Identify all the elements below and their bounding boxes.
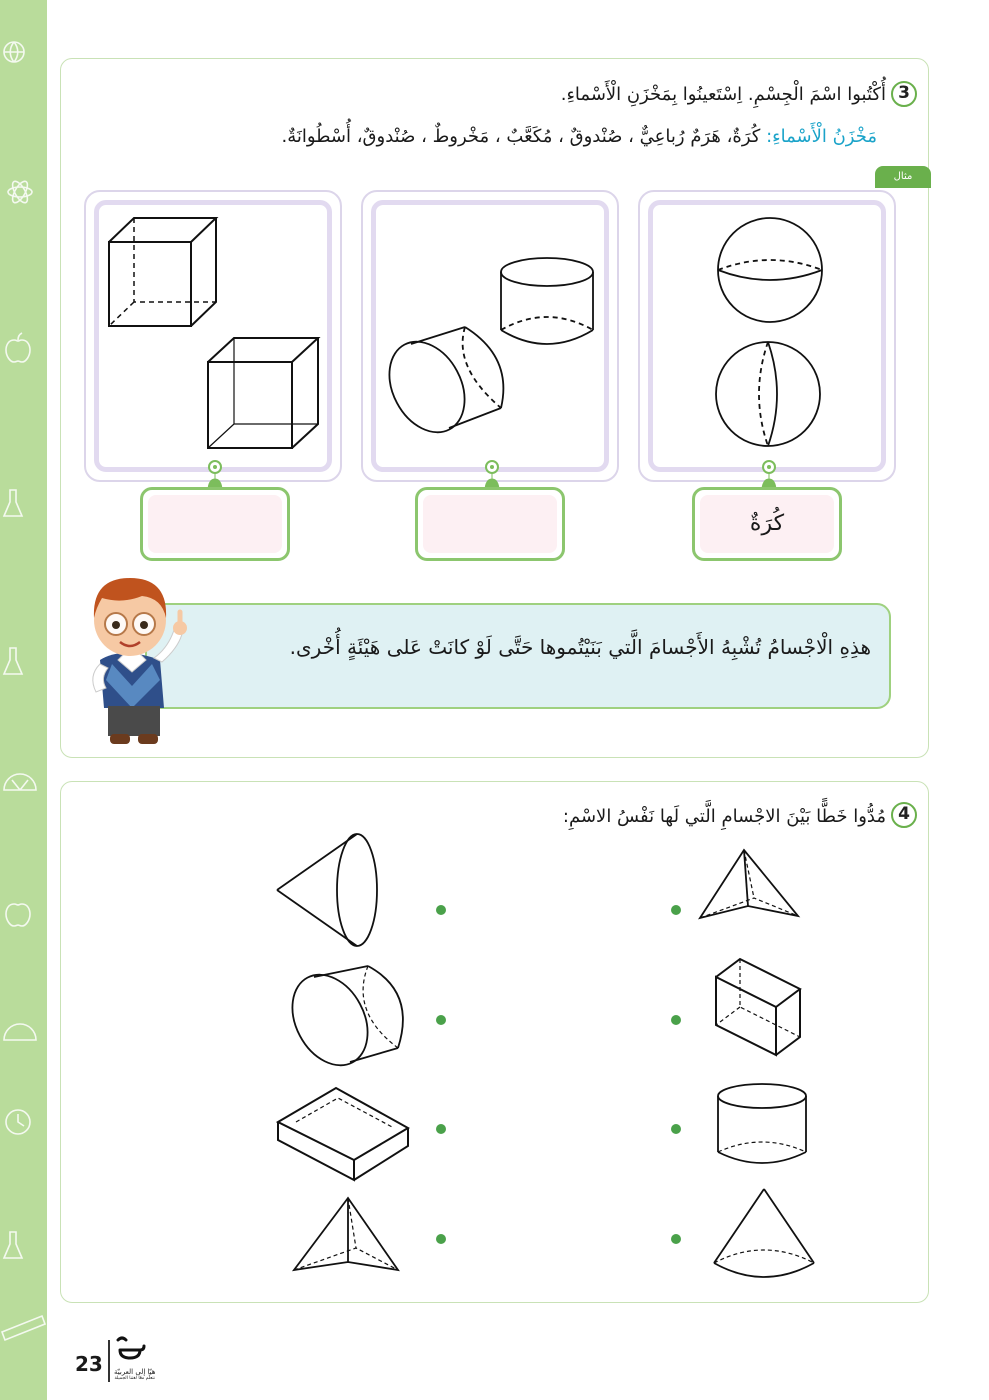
answer-box-1[interactable] (692, 487, 842, 561)
cone-shape-right (708, 1185, 820, 1285)
flask-icon-2 (4, 648, 22, 674)
logo-text: هيّا إلى العربيّة (114, 1368, 156, 1376)
answer-text-2 (423, 495, 557, 553)
cone-shape-left (273, 832, 383, 950)
side-strip (0, 0, 47, 1400)
answer-text-3 (148, 495, 282, 553)
exercise-4-badge: 4 (891, 802, 917, 828)
boy-character-illustration (82, 568, 192, 750)
exercise-3-badge: 3 (891, 81, 917, 107)
box-shape-right (710, 955, 805, 1057)
footer-divider (108, 1340, 110, 1382)
cylinder-tilted (374, 327, 503, 445)
atom-icon (8, 179, 32, 205)
name-bank (281, 126, 877, 147)
answer-text-1: كُرَةٌ (700, 495, 834, 553)
match-dot-right-2[interactable] (671, 1015, 681, 1025)
pyramid-shape-left (290, 1194, 402, 1280)
match-dot-left-4[interactable] (436, 1234, 446, 1244)
ruler-icon (2, 1316, 45, 1340)
match-dot-left-2[interactable] (436, 1015, 446, 1025)
match-dot-right-3[interactable] (671, 1124, 681, 1134)
protractor-icon-2 (4, 1024, 36, 1040)
clock-icon (6, 1110, 30, 1134)
apple-icon (6, 333, 30, 362)
match-dot-right-1[interactable] (671, 905, 681, 915)
exercise-3-instruction: أُكْتُبوا اسْمَ الْجِسْمِ. اِسْتَعينُوا بِمَخْزَنِ الْأَسْماءِ. (560, 84, 886, 105)
globe-icon (4, 42, 24, 62)
exercise-4-instruction: مُدُّوا خَطًّا بَيْنَ الاجْسامِ الَّتي لَها نَفْسُ الاسْمِ: (562, 806, 886, 827)
name-bank-label: مَخْزَنُ الْأَسْماءِ: (766, 126, 877, 147)
name-bank-words: كُرَةٌ، هَرَمٌ رُباعِيٌّ ، صُنْدوقٌ ، مُكَعَّبٌ ، مَخْروطٌ ، صُنْدوقٌ، أُسْطُوانَةٌ. (281, 126, 761, 147)
box-flat-shape-left (274, 1084, 414, 1184)
publisher-logo (114, 1336, 155, 1382)
cube-bottom (208, 338, 318, 448)
match-dot-left-3[interactable] (436, 1124, 446, 1134)
pyramid-shape-right (694, 846, 804, 926)
sphere-vertical (716, 342, 820, 446)
match-dot-left-1[interactable] (436, 905, 446, 915)
cylinder-tilted-shape-left (288, 962, 408, 1072)
cylinder-shape-right (712, 1082, 812, 1172)
note-bubble (145, 603, 891, 709)
card-spheres (638, 190, 896, 482)
protractor-icon (4, 774, 36, 790)
flask-icon (4, 490, 22, 516)
sphere-horizontal (718, 218, 822, 322)
note-text: هذِهِ الْاجْسامُ تُشْبِهُ الأَجْسامَ الَّتي بَنَيْتُموها حَتَّى لَوْ كانَتْ عَلى هَيْئَةٍ أُخْرى. (289, 635, 871, 659)
cube-top (109, 218, 216, 326)
answer-box-3[interactable] (140, 487, 290, 561)
flask-icon-3 (4, 1232, 22, 1258)
logo-icon (114, 1336, 148, 1364)
card-cylinders (361, 190, 619, 482)
answer-box-2[interactable] (415, 487, 565, 561)
match-dot-right-4[interactable] (671, 1234, 681, 1244)
apple-icon-2 (6, 904, 30, 926)
page-number: 23 (75, 1352, 103, 1376)
cylinder-upright (501, 258, 593, 344)
card-cubes (84, 190, 342, 482)
example-tag: مثال (875, 166, 931, 188)
logo-subtext: نتعلّم معًا لغتنا الجميلة (114, 1376, 155, 1381)
